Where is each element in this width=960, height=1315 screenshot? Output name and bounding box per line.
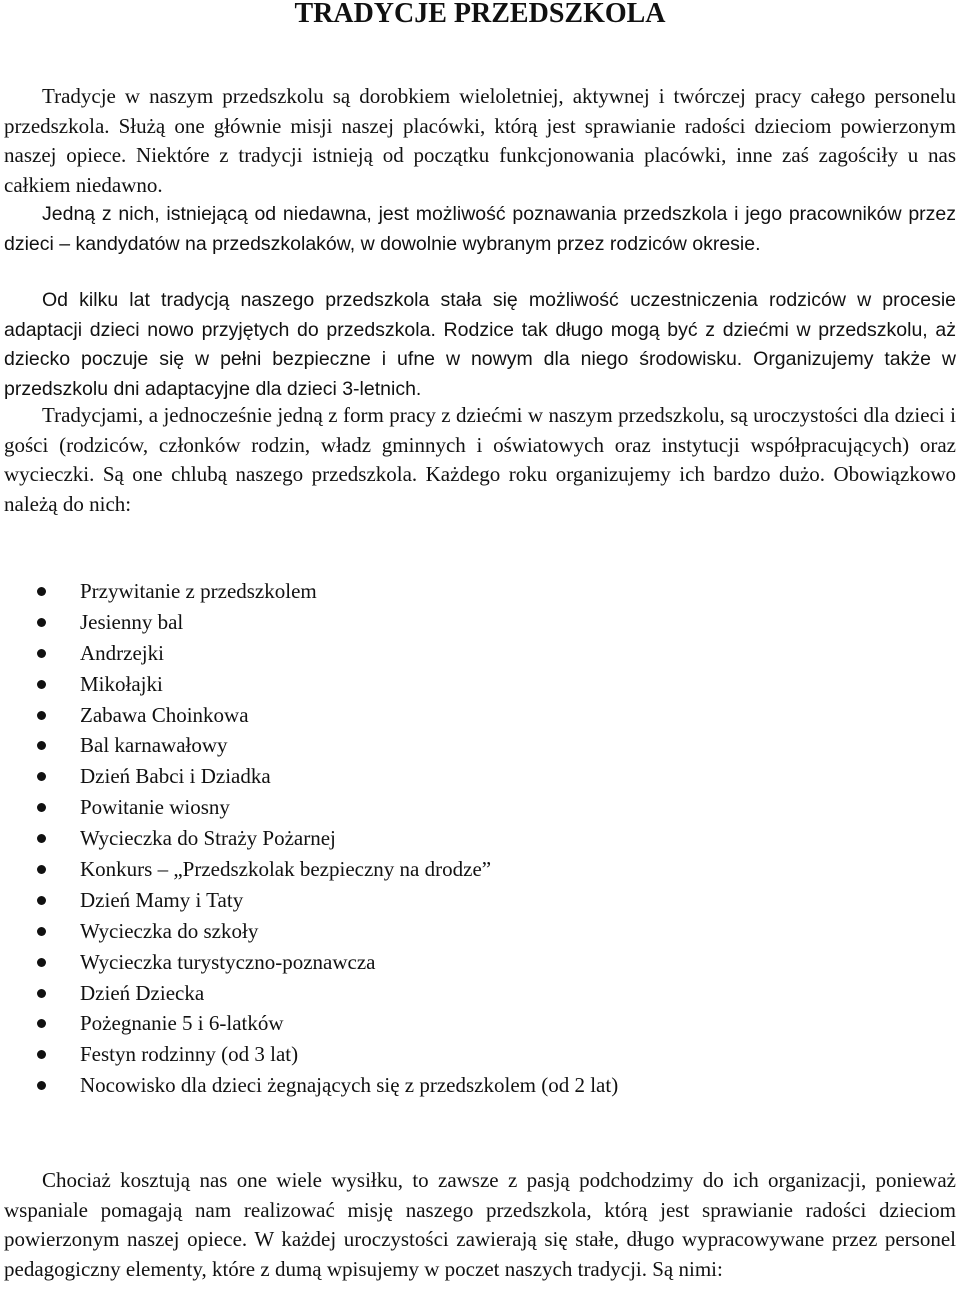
list-item <box>0 576 900 607</box>
list-item-label: Andrzejki <box>80 640 164 665</box>
list-item <box>0 947 900 978</box>
bullet-icon <box>37 1081 46 1090</box>
bullet-icon <box>37 1050 46 1059</box>
bullet-icon <box>37 927 46 936</box>
bullet-icon <box>37 649 46 658</box>
list-item <box>0 669 900 700</box>
list-item-label: Wycieczka do szkoły <box>80 918 259 943</box>
bullet-icon <box>37 834 46 843</box>
paragraph-celebrations: Tradycjami, a jednocześnie jedną z form pracy z dziećmi w naszym przedszkolu, są uroczystości dla dzieci i gości (rodziców, członków rodzin, władz gminnych i oświatowych oraz instytucji współpracujących) oraz wycieczki. Są one chlubą naszego przedszkola. Każdego roku organizujemy ich bardzo dużo. Obowiązkowo należą do nich: <box>4 403 956 516</box>
list-item <box>0 1039 900 1070</box>
events-list <box>0 576 900 1101</box>
list-item-label: Konkurs – „Przedszkolak bezpieczny na drodze” <box>80 857 492 882</box>
list-item <box>0 916 900 947</box>
list-item <box>0 730 900 761</box>
list-item <box>0 854 900 885</box>
bullet-icon <box>37 1019 46 1028</box>
list-item <box>0 823 900 854</box>
list-item <box>0 792 900 823</box>
list-item-label: Przywitanie z przedszkolem <box>80 579 317 603</box>
list-item <box>0 1008 900 1039</box>
bullet-icon <box>37 587 46 596</box>
list-item <box>0 761 900 792</box>
paragraph-adaptation: Od kilku lat tradycją naszego przedszkola stała się możliwość uczestniczenia rodziców w procesie adaptacji dzieci nowo przyjętych do przedszkola. Rodzice tak długo mogą być z dziećmi w przedszkolu, aż dziecko poczuje się w pełni bezpieczne i ufne w nowym dla niego środowisku. Organizujemy także w przedszkolu dni adaptacyjne dla dzieci 3-letnich. <box>4 289 956 400</box>
list-item <box>0 978 900 1009</box>
bullet-icon <box>37 989 46 998</box>
bullet-icon <box>37 618 46 627</box>
paragraph-closing: Chociaż kosztują nas one wiele wysiłku, to zawsze z pasją podchodzimy do ich organizacji, ponieważ wspaniale pomagają nam realizować misję naszego przedszkola, którą jest sprawianie radości dzieciom powierzonym naszej opiece. W każdej uroczystości zawierają się stałe, długo wypracowywane przez personel pedagogiczny elementy, które z dumą wpisujemy w poczet naszych tradycji. Są nimi: <box>4 1168 956 1281</box>
list-item <box>0 638 900 669</box>
list-item <box>0 885 900 916</box>
list-item <box>0 607 900 638</box>
list-item-label: Mikołajki <box>80 671 163 696</box>
list-item-label: Wycieczka turystyczno-poznawcza <box>80 949 376 974</box>
paragraph-intro: Tradycje w naszym przedszkolu są dorobkiem wieloletniej, aktywnej i twórczej pracy całego personelu przedszkola. Służą one głównie misji naszej placówki, którą jest sprawianie radości dzieciom powierzonym naszej opiece. Niektóre z tradycji istnieją od początku funkcjonowania placówki, inne zaś zagościły u nas całkiem niedawno. <box>4 84 956 197</box>
list-item-label: Bal karnawałowy <box>80 733 228 758</box>
bullet-icon <box>37 803 46 812</box>
list-item-label: Dzień Mamy i Taty <box>80 887 244 912</box>
list-item-label: Dzień Dziecka <box>80 980 205 1005</box>
bullet-icon <box>37 680 46 689</box>
bullet-icon <box>37 958 46 967</box>
list-item-label: Jesienny bal <box>80 609 184 634</box>
list-item-label: Festyn rodzinny (od 3 lat) <box>80 1042 299 1067</box>
bullet-icon <box>37 865 46 874</box>
bullet-icon <box>37 896 46 905</box>
list-item-label: Powitanie wiosny <box>80 795 230 820</box>
page-title: TRADYCJE PRZEDSZKOLA <box>294 0 666 29</box>
list-item-label: Pożegnanie 5 i 6-latków <box>80 1011 284 1036</box>
list-item-label: Zabawa Choinkowa <box>80 702 249 727</box>
paragraph-candidates: Jedną z nich, istniejącą od niedawna, jest możliwość poznawania przedszkola i jego pracowników przez dzieci – kandydatów na przedszkolaków, w dowolnie wybranym przez rodziców okresie. <box>4 203 956 255</box>
list-item-label: Wycieczka do Straży Pożarnej <box>80 826 336 851</box>
list-item-label: Nocowisko dla dzieci żegnających się z przedszkolem (od 2 lat) <box>80 1073 619 1098</box>
bullet-icon <box>37 772 46 781</box>
list-item <box>0 1070 900 1101</box>
list-item <box>0 700 900 731</box>
bullet-icon <box>37 741 46 750</box>
bullet-icon <box>37 711 46 720</box>
list-item-label: Dzień Babci i Dziadka <box>80 764 271 789</box>
